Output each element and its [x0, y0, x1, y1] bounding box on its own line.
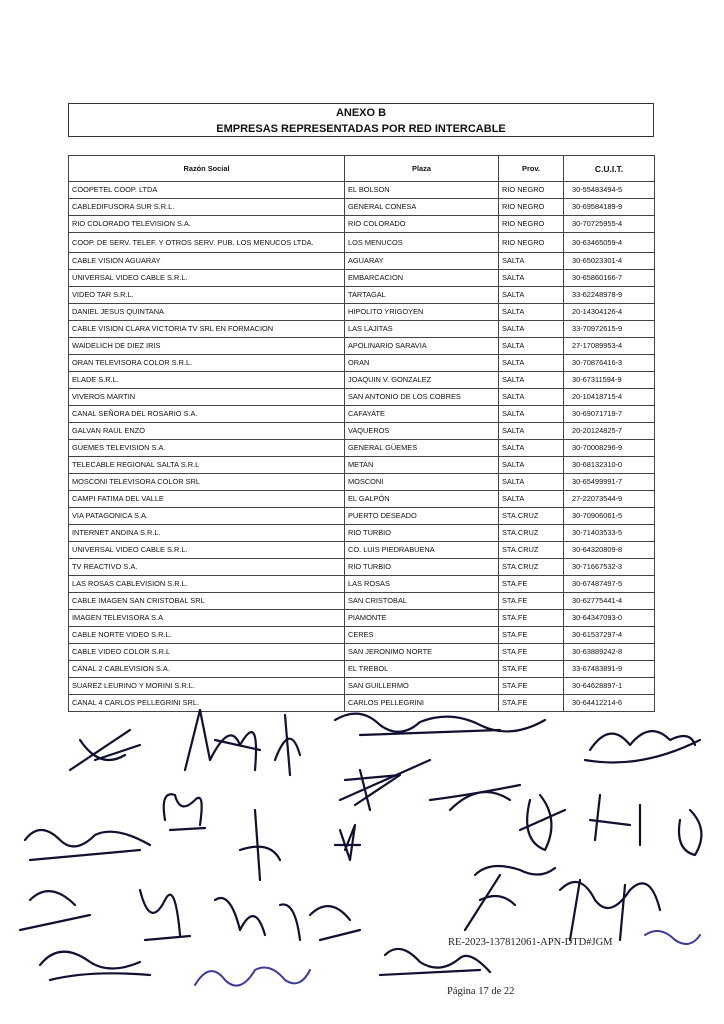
table-row	[69, 423, 655, 440]
signature-23	[195, 968, 310, 986]
table-row	[69, 678, 655, 695]
table-row	[69, 559, 655, 576]
table-row	[69, 491, 655, 508]
cell-razon-social: INTERNET ANDINA S.R.L.	[69, 525, 345, 542]
cell-razon-social: TELECABLE REGIONAL SALTA S.R.L	[69, 457, 345, 474]
signature-12	[590, 795, 640, 845]
cell-prov: SALTA	[499, 423, 564, 440]
cell-razon-social: SUAREZ LEURINO Y MORINI S.R.L.	[69, 678, 345, 695]
cell-prov: RIO NEGRO	[499, 233, 564, 253]
cell-razon-social: WAIDELICH DE DIEZ IRIS	[69, 338, 345, 355]
table-row	[69, 372, 655, 389]
cell-razon-social: UNIVERSAL VIDEO CABLE S.R.L.	[69, 270, 345, 287]
cell-plaza: CAFAYATE	[345, 406, 499, 423]
cell-razon-social: VIDEO TAR S.R.L.	[69, 287, 345, 304]
cell-cuit: 30-65023301-4	[564, 253, 655, 270]
cell-prov: SALTA	[499, 304, 564, 321]
cell-cuit: 27-17089953-4	[564, 338, 655, 355]
cell-prov: SALTA	[499, 287, 564, 304]
cell-cuit: 30-63889242-8	[564, 644, 655, 661]
cell-razon-social: CANAL 4 CARLOS PELLEGRINI SRL.	[69, 695, 345, 712]
cell-plaza: ORAN	[345, 355, 499, 372]
cell-plaza: EMBARCACION	[345, 270, 499, 287]
cell-prov: RIO NEGRO	[499, 182, 564, 199]
document-id: RE-2023-137812061-APN-DTD#JGM	[448, 937, 613, 948]
cell-plaza: RIO TURBIO	[345, 559, 499, 576]
cell-prov: SALTA	[499, 491, 564, 508]
cell-razon-social: COOP. DE SERV. TELEF. Y OTROS SERV. PUB. LOS MENUCOS LTDA.	[69, 233, 345, 253]
table-row	[69, 593, 655, 610]
cell-plaza: HIPOLITO YRIGOYEN	[345, 304, 499, 321]
signature-17	[20, 891, 90, 930]
cell-plaza: EL BOLSON	[345, 182, 499, 199]
cell-prov: STA.FE	[499, 661, 564, 678]
signature-9	[240, 810, 280, 880]
table-row	[69, 644, 655, 661]
cell-cuit: 33-70972615-9	[564, 321, 655, 338]
cell-prov: SALTA	[499, 440, 564, 457]
cell-cuit: 30-69584189-9	[564, 199, 655, 216]
cell-cuit: 30-63465059-4	[564, 233, 655, 253]
table-row	[69, 610, 655, 627]
cell-prov: RIO NEGRO	[499, 216, 564, 233]
annex-title-box	[68, 103, 654, 137]
signature-18	[140, 890, 190, 940]
cell-plaza: GENERAL GÜEMES	[345, 440, 499, 457]
cell-plaza: JOAQUIN V. GONZALEZ	[345, 372, 499, 389]
cell-razon-social: CABLEDIFUSORA SUR S.R.L.	[69, 199, 345, 216]
cell-prov: SALTA	[499, 406, 564, 423]
cell-razon-social: COOPETEL COOP. LTDA	[69, 182, 345, 199]
cell-razon-social: DANIEL JESUS QUINTANA	[69, 304, 345, 321]
signature-14	[25, 830, 150, 860]
cell-plaza: LAS LAJITAS	[345, 321, 499, 338]
table-row	[69, 199, 655, 216]
table-row	[69, 304, 655, 321]
cell-cuit: 33-67483891-9	[564, 661, 655, 678]
annex-subtitle: EMPRESAS REPRESENTADAS POR RED INTERCABLE	[216, 123, 506, 135]
cell-plaza: PUERTO DESEADO	[345, 508, 499, 525]
cell-cuit: 33-62248978-9	[564, 287, 655, 304]
table-row	[69, 253, 655, 270]
column-header-razon-social: Razón Social	[69, 156, 345, 182]
cell-cuit: 30-61537297-4	[564, 627, 655, 644]
cell-razon-social: ORAN TELEVISORA COLOR S.R.L.	[69, 355, 345, 372]
cell-razon-social: UNIVERSAL VIDEO CABLE S.R.L.	[69, 542, 345, 559]
cell-cuit: 30-67311594-9	[564, 372, 655, 389]
signature-20	[310, 906, 360, 940]
column-header-prov: Prov.	[499, 156, 564, 182]
cell-prov: STA.FE	[499, 593, 564, 610]
signature-24	[645, 931, 700, 944]
page-number: Página 17 de 22	[447, 986, 515, 997]
cell-razon-social: CABLE NORTE VIDEO S.R.L.	[69, 627, 345, 644]
cell-razon-social: ELADE S.R.L.	[69, 372, 345, 389]
cell-plaza: VAQUEROS	[345, 423, 499, 440]
cell-razon-social: CAMPI FATIMA DEL VALLE	[69, 491, 345, 508]
cell-plaza: SAN CRISTOBAL	[345, 593, 499, 610]
cell-plaza: AGUARAY	[345, 253, 499, 270]
cell-cuit: 30-71667532-3	[564, 559, 655, 576]
cell-plaza: LOS MENUCOS	[345, 233, 499, 253]
cell-razon-social: CABLE VISION CLARA VICTORIA TV SRL EN FORMACION	[69, 321, 345, 338]
signature-16	[560, 880, 660, 940]
cell-cuit: 30-67487497-5	[564, 576, 655, 593]
cell-plaza: APOLINARIO SARAVIA	[345, 338, 499, 355]
cell-cuit: 30-64628897-1	[564, 678, 655, 695]
signature-11	[520, 795, 565, 850]
cell-plaza: SAN JERONIMO NORTE	[345, 644, 499, 661]
cell-plaza: RIO TURBIO	[345, 525, 499, 542]
cell-prov: SALTA	[499, 474, 564, 491]
cell-prov: SALTA	[499, 457, 564, 474]
cell-prov: STA.FE	[499, 678, 564, 695]
cell-plaza: EL TREBOL	[345, 661, 499, 678]
table-row	[69, 661, 655, 678]
cell-prov: STA.FE	[499, 695, 564, 712]
table-row	[69, 576, 655, 593]
table-header-row	[69, 156, 655, 182]
table-row	[69, 440, 655, 457]
cell-prov: STA.FE	[499, 644, 564, 661]
cell-razon-social: CABLE IMAGEN SAN CRISTOBAL SRL	[69, 593, 345, 610]
table-body	[69, 182, 655, 712]
cell-razon-social: CABLE VISION AGUARAY	[69, 253, 345, 270]
cell-cuit: 20-20124825-7	[564, 423, 655, 440]
table-row	[69, 406, 655, 423]
cell-prov: RIO NEGRO	[499, 199, 564, 216]
cell-prov: STA.CRUZ	[499, 559, 564, 576]
cell-prov: STA.CRUZ	[499, 525, 564, 542]
signature-15	[465, 866, 555, 930]
table-row	[69, 508, 655, 525]
cell-plaza: CO. LUIS PIEDRABUENA	[345, 542, 499, 559]
cell-cuit: 30-55483494-5	[564, 182, 655, 199]
cell-cuit: 30-70906061-5	[564, 508, 655, 525]
cell-razon-social: TV REACTIVO S.A.	[69, 559, 345, 576]
cell-cuit: 20-14304126-4	[564, 304, 655, 321]
cell-prov: SALTA	[499, 270, 564, 287]
signature-22	[380, 949, 490, 975]
cell-cuit: 30-68132310-0	[564, 457, 655, 474]
cell-prov: STA.FE	[499, 576, 564, 593]
cell-razon-social: RIO COLORADO TELEVISION S.A.	[69, 216, 345, 233]
cell-plaza: RIO COLORADO	[345, 216, 499, 233]
cell-cuit: 30-64412214-6	[564, 695, 655, 712]
cell-prov: SALTA	[499, 372, 564, 389]
table-row	[69, 355, 655, 372]
cell-cuit: 30-69071719-7	[564, 406, 655, 423]
signature-10	[335, 825, 360, 860]
cell-plaza: CARLOS PELLEGRINI	[345, 695, 499, 712]
signature-7	[430, 785, 520, 810]
table-row	[69, 525, 655, 542]
signature-6	[340, 760, 430, 810]
column-header-plaza: Plaza	[345, 156, 499, 182]
cell-plaza: TARTAGAL	[345, 287, 499, 304]
cell-cuit: 30-65499991-7	[564, 474, 655, 491]
cell-cuit: 27-22073544-9	[564, 491, 655, 508]
cell-prov: SALTA	[499, 389, 564, 406]
signature-21	[40, 952, 150, 980]
signature-13	[679, 810, 701, 855]
signature-8	[164, 794, 205, 830]
signature-3	[275, 715, 300, 775]
cell-prov: STA.FE	[499, 627, 564, 644]
cell-cuit: 30-64320809-8	[564, 542, 655, 559]
cell-razon-social: LAS ROSAS CABLEVISION S.R.L.	[69, 576, 345, 593]
table-row	[69, 542, 655, 559]
cell-razon-social: CANAL SEÑORA DEL ROSARIO S.A.	[69, 406, 345, 423]
table-row	[69, 287, 655, 304]
annex-title: ANEXO B	[335, 107, 387, 119]
cell-razon-social: IMAGEN TELEVISORA S.A	[69, 610, 345, 627]
table-row	[69, 474, 655, 491]
table-row	[69, 457, 655, 474]
cell-cuit: 30-71403533-5	[564, 525, 655, 542]
table-row	[69, 338, 655, 355]
table-row	[69, 321, 655, 338]
cell-cuit: 20-10418715-4	[564, 389, 655, 406]
cell-prov: SALTA	[499, 321, 564, 338]
table-row	[69, 389, 655, 406]
cell-razon-social: CANAL 2 CABLEVISION S.A.	[69, 661, 345, 678]
cell-plaza: GENERAL CONESA	[345, 199, 499, 216]
cell-razon-social: MOSCONI TELEVISORA COLOR SRL	[69, 474, 345, 491]
cell-prov: STA.CRUZ	[499, 508, 564, 525]
cell-razon-social: GÜEMES TELEVISION S.A.	[69, 440, 345, 457]
cell-plaza: MOSCONI	[345, 474, 499, 491]
cell-razon-social: CABLE VIDEO COLOR S.R.L	[69, 644, 345, 661]
cell-razon-social: GALVAN RAUL ENZO	[69, 423, 345, 440]
table-row	[69, 182, 655, 199]
cell-plaza: PIAMONTE	[345, 610, 499, 627]
cell-plaza: SAN ANTONIO DE LOS COBRES	[345, 389, 499, 406]
signature-2	[185, 710, 260, 770]
cell-plaza: METAN	[345, 457, 499, 474]
cell-cuit: 30-70008296-9	[564, 440, 655, 457]
cell-prov: SALTA	[499, 253, 564, 270]
signature-5	[585, 731, 700, 762]
cell-prov: SALTA	[499, 355, 564, 372]
cell-cuit: 30-62775441-4	[564, 593, 655, 610]
signatures-area	[0, 700, 724, 1024]
cell-cuit: 30-64347093-0	[564, 610, 655, 627]
cell-prov: STA.CRUZ	[499, 542, 564, 559]
cell-plaza: EL GALPÓN	[345, 491, 499, 508]
cell-razon-social: VIVEROS MARTIN	[69, 389, 345, 406]
cell-plaza: LAS ROSAS	[345, 576, 499, 593]
column-header-cuit: C.U.I.T.	[564, 156, 655, 182]
cell-cuit: 30-70725955-4	[564, 216, 655, 233]
cell-prov: STA.FE	[499, 610, 564, 627]
table-row	[69, 270, 655, 287]
signature-4	[335, 714, 545, 735]
cell-cuit: 30-70876416-3	[564, 355, 655, 372]
table-row	[69, 216, 655, 233]
table-row	[69, 233, 655, 253]
signature-1	[70, 730, 140, 770]
cell-razon-social: VIA PATAGONICA S.A.	[69, 508, 345, 525]
signature-19	[215, 898, 300, 940]
cell-plaza: SAN GUILLERMO	[345, 678, 499, 695]
cell-prov: SALTA	[499, 338, 564, 355]
companies-table	[68, 155, 655, 712]
table-row	[69, 627, 655, 644]
cell-cuit: 30-65860166-7	[564, 270, 655, 287]
cell-plaza: CERES	[345, 627, 499, 644]
